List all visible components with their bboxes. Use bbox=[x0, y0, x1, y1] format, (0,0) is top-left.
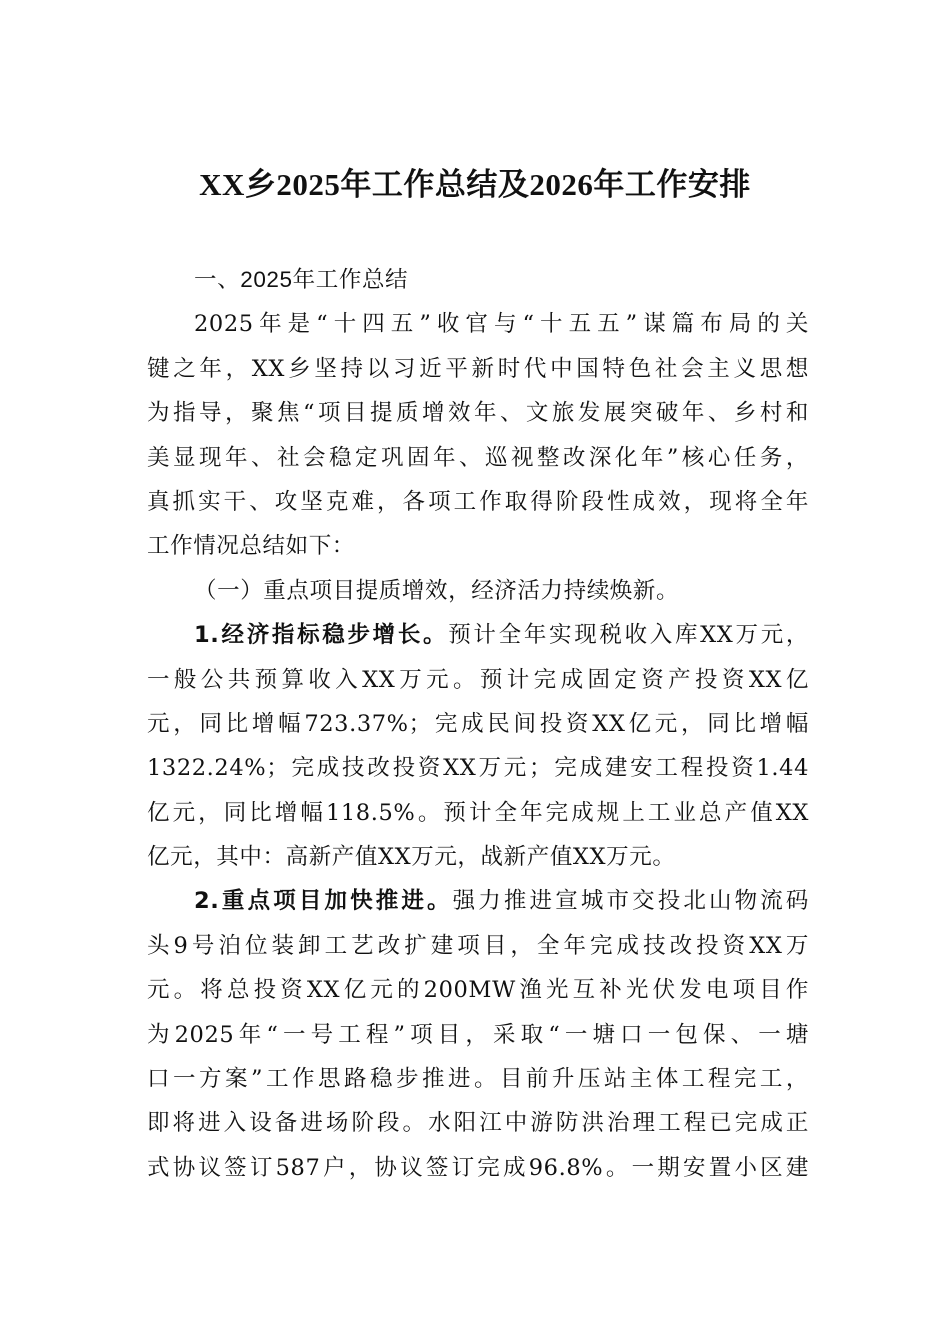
document-body bbox=[147, 258, 809, 1190]
paragraph-line: 一般公共预算收入XX万元。预计完成固定资产投资XX亿 bbox=[147, 666, 809, 693]
item-lead: 1.经济指标稳步增长。 bbox=[194, 622, 449, 649]
item-paragraph-key-projects bbox=[147, 879, 809, 1190]
paragraph-line: 头9号泊位装卸工艺改扩建项目，全年完成技改投资XX万 bbox=[147, 932, 809, 959]
paragraph-line: 真抓实干、攻坚克难，各项工作取得阶段性成效，现将全年 bbox=[147, 488, 809, 515]
paragraph-line: 口一方案”工作思路稳步推进。目前升压站主体工程完工， bbox=[147, 1066, 809, 1093]
document-title: XX乡2025年工作总结及2026年工作安排 bbox=[199, 167, 751, 202]
paragraph-line: 为指导，聚焦“项目提质增效年、文旅发展突破年、乡村和 bbox=[147, 400, 809, 427]
paragraph-line: 1322.24%；完成技改投资XX万元；完成建安工程投资1.44 bbox=[147, 755, 809, 782]
subsection-heading: （一）重点项目提质增效，经济活力持续焕新。 bbox=[194, 577, 680, 604]
paragraph-line: 式协议签订587户，协议签订完成96.8%。一期安置小区建 bbox=[147, 1154, 809, 1181]
paragraph-line: 为2025年“一号工程”项目，采取“一塘口一包保、一塘 bbox=[147, 1021, 809, 1048]
item-paragraph-economic-indicators bbox=[147, 613, 809, 879]
intro-paragraph bbox=[147, 302, 809, 568]
paragraph-line: 亿元，同比增幅118.5%。预计全年完成规上工业总产值XX bbox=[147, 799, 809, 826]
item-text: 强力推进宣城市交投北山物流码 bbox=[452, 888, 809, 915]
paragraph-line bbox=[147, 613, 809, 657]
item-lead: 2.重点项目加快推进。 bbox=[194, 888, 453, 915]
paragraph-line bbox=[147, 879, 809, 923]
paragraph-line: 元，同比增幅723.37%；完成民间投资XX亿元，同比增幅 bbox=[147, 710, 809, 737]
item-text: 预计全年实现税收入库XX万元， bbox=[448, 622, 809, 649]
paragraph-line: 工作情况总结如下： bbox=[147, 533, 355, 560]
paragraph-line: 元。将总投资XX亿元的200MW渔光互补光伏发电项目作 bbox=[147, 977, 809, 1004]
paragraph-line: 亿元，其中：高新产值XX万元，战新产值XX万元。 bbox=[147, 844, 676, 871]
paragraph-line: 美显现年、社会稳定巩固年、巡视整改深化年”核心任务， bbox=[147, 444, 809, 471]
section-heading: 一、2025年工作总结 bbox=[194, 267, 409, 292]
paragraph-line: 键之年，XX乡坚持以习近平新时代中国特色社会主义思想 bbox=[147, 355, 809, 382]
paragraph-line: 2025年是“十四五”收官与“十五五”谋篇布局的关 bbox=[194, 311, 809, 338]
paragraph-line: 即将进入设备进场阶段。水阳江中游防洪治理工程已完成正 bbox=[147, 1110, 809, 1137]
